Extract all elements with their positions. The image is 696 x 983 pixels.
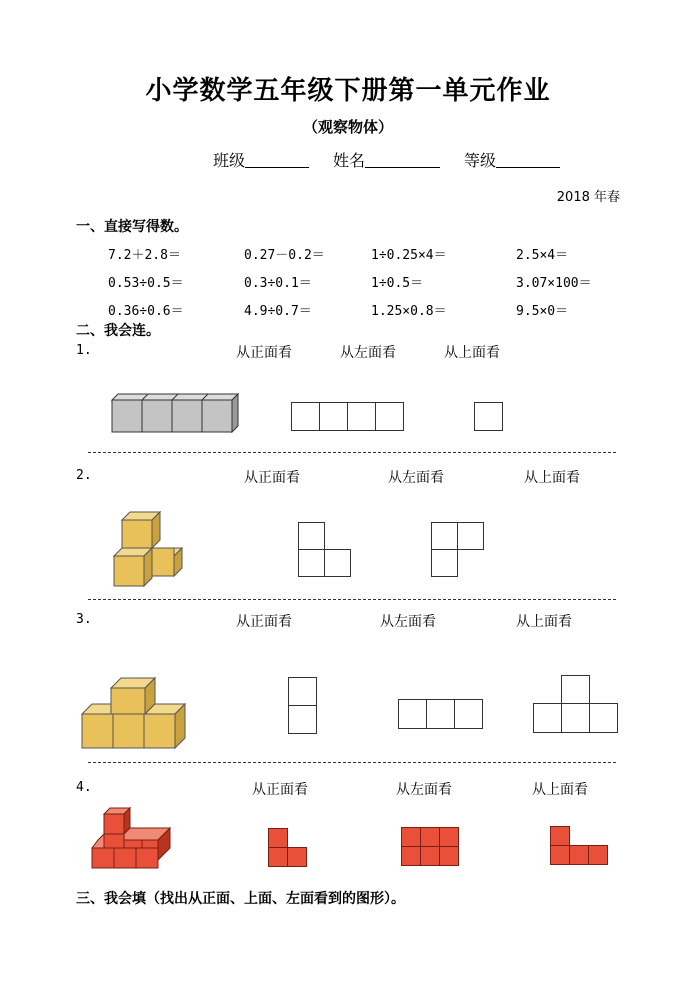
top-view-label: 从上面看 [532,782,588,798]
left-view-label: 从左面看 [396,782,452,798]
left-view-label: 从左面看 [380,614,436,630]
question-number: 2. [76,468,92,483]
class-blank[interactable] [245,151,309,168]
divider [88,762,616,763]
calc-item: 9.5×0＝ [516,304,569,319]
year-label: 2018 年春 [556,190,620,205]
view-shape[interactable] [401,827,461,869]
cube-solid-3[interactable] [82,678,188,750]
question-number: 4. [76,780,92,795]
view-shape[interactable] [398,699,488,731]
top-view-label: 从上面看 [524,470,580,486]
page-subtitle: （观察物体） [302,118,393,136]
calc-item: 0.3÷0.1＝ [244,276,312,291]
calc-item: 7.2＋2.8＝ [108,248,181,263]
calc-item: 1÷0.25×4＝ [371,248,447,263]
top-view-label: 从上面看 [444,345,500,361]
class-label: 班级 [213,151,246,170]
calc-item: 3.07×100＝ [516,276,592,291]
grade-field[interactable] [464,148,560,171]
calc-item: 4.9÷0.7＝ [244,304,312,319]
calc-item: 0.36÷0.6＝ [108,304,184,319]
section2-heading: 二、我会连。 [76,323,160,339]
cube-solid-4[interactable] [92,808,172,870]
question-number: 3. [76,612,92,627]
calc-item: 0.27－0.2＝ [244,248,325,263]
view-shape[interactable] [474,402,504,432]
divider [88,452,616,453]
front-view-label: 从正面看 [236,345,292,361]
calc-item: 1÷0.5＝ [371,276,424,291]
top-view-label: 从上面看 [516,614,572,630]
view-shape[interactable] [550,826,612,868]
front-view-label: 从正面看 [244,470,300,486]
view-shape[interactable] [268,828,310,870]
name-label: 姓名 [333,151,366,170]
calc-item: 1.25×0.8＝ [371,304,447,319]
cube-solid-2[interactable] [113,512,185,588]
divider [88,599,616,600]
left-view-label: 从左面看 [388,470,444,486]
view-shape[interactable] [533,675,621,735]
name-blank[interactable] [365,151,440,168]
question-number: 1. [76,343,92,358]
page-title: 小学数学五年级下册第一单元作业 [145,76,551,106]
view-shape[interactable] [298,522,354,580]
calc-item: 0.53÷0.5＝ [108,276,184,291]
view-shape[interactable] [288,677,320,737]
left-view-label: 从左面看 [340,345,396,361]
grade-blank[interactable] [496,151,560,168]
view-shape[interactable] [431,522,487,580]
name-field[interactable] [333,148,440,171]
section3-heading: 三、我会填（找出从正面、上面、左面看到的图形）。 [76,891,405,907]
grade-label: 等级 [464,151,497,170]
calc-item: 2.5×4＝ [516,248,569,263]
front-view-label: 从正面看 [236,614,292,630]
cube-solid-1[interactable] [112,390,242,435]
view-shape[interactable] [291,402,406,432]
front-view-label: 从正面看 [252,782,308,798]
section1-heading: 一、直接写得数。 [76,219,188,235]
class-field[interactable] [213,148,309,171]
